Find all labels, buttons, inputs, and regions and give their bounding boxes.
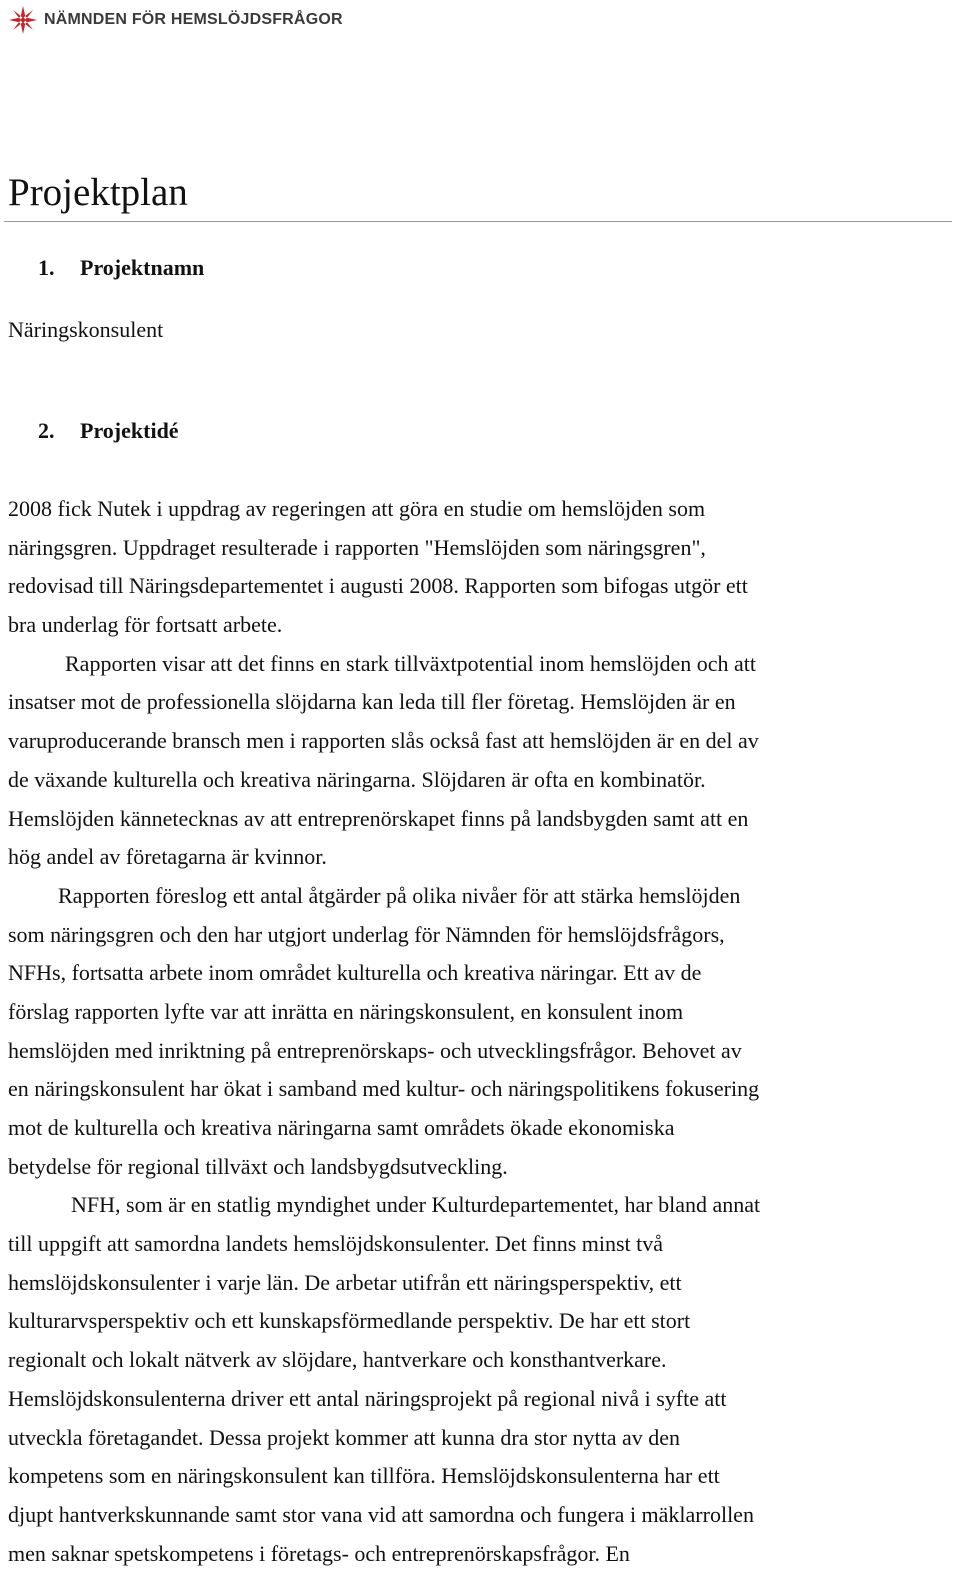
body-line: hemslöjden med inriktning på entreprenörskaps- och utvecklingsfrågor. Behovet av [8,1037,742,1063]
body-line: förslag rapporten lyfte var att inrätta en näringskonsulent, en konsulent inom [8,998,684,1024]
body-line: Rapporten visar att det finns en stark tillväxtpotential inom hemslöjden och att [65,650,757,676]
body-line: de växande kulturella och kreativa näringarna. Slöjdaren är ofta en kombinatör. [8,766,706,792]
body-line: NFH, som är en statlig myndighet under Kulturdepartementet, har bland annat [71,1192,761,1218]
body-line: 2008 fick Nutek i uppdrag av regeringen att göra en studie om hemslöjden som [8,496,706,521]
body-line: Rapporten föreslog ett antal åtgärder på olika nivåer för att stärka hemslöjden [58,882,741,908]
body-line: en näringskonsulent har ökat i samband med kultur- och näringspolitikens fokusering [8,1076,760,1102]
body-line: kulturarvsperspektiv och ett kunskapsförmedlande perspektiv. De har ett stort [8,1308,691,1334]
body-line: hög andel av företagarna är kvinnor. [8,844,327,870]
title-divider [4,221,952,222]
body-line: utveckla företagandet. Dessa projekt kommer att kunna dra stor nytta av den [8,1424,680,1450]
body-line: till uppgift att samordna landets hemslöjdskonsulenter. Det finns minst två [8,1231,664,1257]
page-header [8,4,343,36]
body-line: men saknar spetskompetens i företags- och entreprenörskapsfrågor. En [8,1540,630,1566]
section-heading-1 [38,255,204,281]
project-idea-body [8,490,952,1573]
body-line: Hemslöjdskonsulenterna driver ett antal näringsprojekt på regional nivå i syfte att [8,1385,727,1411]
body-line: som näringsgren och den har utgjort underlag för Nämnden för hemslöjdsfrågors, [8,921,725,947]
section-title: Projektnamn [80,255,205,280]
body-line: NFHs, fortsatta arbete inom området kulturella och kreativa näringar. Ett av de [8,960,702,986]
body-line: varuproducerande bransch men i rapporten slås också fast att hemslöjden är en del av [8,728,759,754]
body-line: insatser mot de professionella slöjdarna kan leda till fler företag. Hemslöjden är en [8,689,736,715]
body-line: betydelse för regional tillväxt och landsbygdsutveckling. [8,1153,508,1179]
body-line: regionalt och lokalt nätverk av slöjdare, hantverkare och konsthantverkare. [8,1347,667,1373]
body-line: djupt hantverkskunnande samt stor vana vid att samordna och fungera i mäklarrollen [8,1501,754,1527]
section-number: 1. [38,255,55,280]
body-line: bra underlag för fortsatt arbete. [8,612,283,638]
star-snowflake-icon [8,5,38,35]
section-number: 2. [38,418,55,443]
document-title: Projektplan [8,171,188,214]
body-line: Hemslöjden kännetecknas av att entreprenörskapet finns på landsbygden samt att en [8,805,749,831]
body-line: näringsgren. Uppdraget resulterade i rapporten "Hemslöjden som näringsgren", [8,534,706,560]
org-name: NÄMNDEN FÖR HEMSLÖJDSFRÅGOR [44,11,343,28]
body-line: hemslöjdskonsulenter i varje län. De arbetar utifrån ett näringsperspektiv, ett [8,1269,682,1295]
section-title: Projektidé [80,418,179,443]
project-name-value: Näringskonsulent [8,317,164,342]
body-line: redovisad till Näringsdepartementet i augusti 2008. Rapporten som bifogas utgör ett [8,573,748,599]
section-heading-2 [38,418,179,444]
body-line: mot de kulturella och kreativa näringarna samt områdets ökade ekonomiska [8,1115,675,1140]
body-line: kompetens som en näringskonsulent kan tillföra. Hemslöjdskonsulenterna har ett [8,1463,720,1489]
